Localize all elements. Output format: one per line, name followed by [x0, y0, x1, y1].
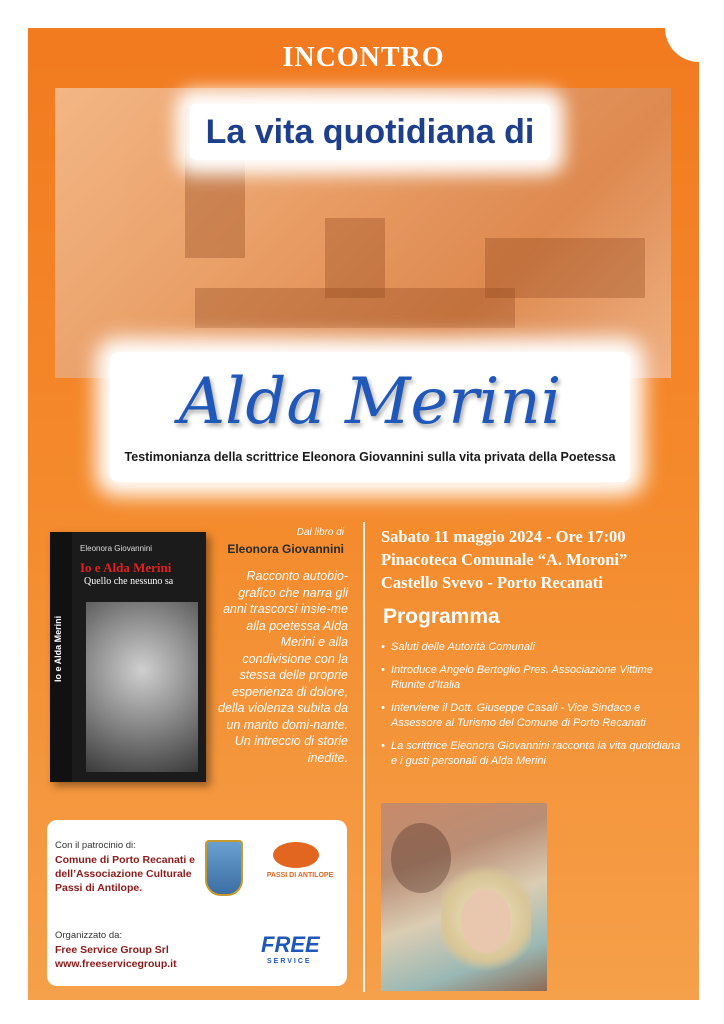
column-divider: [363, 522, 365, 992]
event-venue: Pinacoteca Comunale “A. Moroni”: [381, 550, 628, 569]
program-item: • Interviene il Dott. Giuseppe Casali - Vice Sindaco e Assessore al Turismo del Comune di Porto Recanati: [381, 701, 681, 731]
organized-label: Organizzato da:: [55, 930, 123, 941]
from-book-label: Dal libro di: [296, 527, 344, 538]
patronage-line-2: dell’Associazione Culturale: [55, 868, 192, 880]
organizer-url[interactable]: www.freeservicegroup.it: [55, 958, 177, 970]
event-info: [381, 525, 691, 594]
antilope-logo-text: PASSI DI ANTILOPE: [266, 872, 334, 879]
event-place: Castello Svevo - Porto Recanati: [381, 573, 603, 592]
patronage-label: Con il patrocinio di:: [55, 840, 136, 851]
book-spine-text: Io e Alda Merini: [53, 615, 63, 682]
book-author: Eleonora Giovannini: [80, 544, 153, 553]
kicker-text: INCONTRO: [282, 42, 445, 73]
antilope-logo-icon: [273, 842, 319, 868]
patronage-line-3: Passi di Antilope.: [55, 882, 143, 894]
portrait-face: [461, 889, 511, 953]
header-band: [28, 28, 699, 88]
patronage-line-1: Comune di Porto Recanati e: [55, 854, 196, 866]
title-box: [190, 104, 550, 160]
artwork-portrait: [381, 803, 547, 991]
free-service-logo-sub: SERVICE: [267, 958, 312, 965]
poet-name: Alda Merini: [178, 365, 562, 439]
free-service-logo: FREE: [261, 932, 320, 957]
book-subtitle: Quello che nessuno sa: [84, 576, 174, 587]
book-description: Racconto autobio-grafico che narra gli anni trascorsi insie-me alla poetessa Alda Merini e alla condivisione con la stessa delle proprie esperienza di dolore, della violenza subita da un marito domi-nante. Un intreccio di storie inedite.: [218, 569, 348, 765]
program-item: • La scrittrice Eleonora Giovannini racconta la vita quotidiana e i gusti personali di Alda Merini: [381, 739, 681, 769]
organizer-name: Free Service Group Srl: [55, 944, 169, 956]
program-item: • Saluti delle Autorità Comunali: [381, 640, 681, 655]
sponsor-box: [47, 820, 347, 986]
program-item: • Introduce Angelo Bertoglio Pres. Associazione Vittime Riunite d’Italia: [381, 663, 681, 693]
program-list: [381, 640, 681, 777]
book-cover-photo: [86, 602, 198, 772]
porto-recanati-crest-icon: [205, 840, 243, 896]
program-title: Programma: [383, 605, 500, 628]
name-box: [110, 352, 630, 482]
subtitle: Testimonianza della scrittrice Eleonora Giovannini sulla vita privata della Poetessa: [124, 450, 616, 464]
from-book-author: Eleonora Giovannini: [227, 542, 344, 556]
title-line: La vita quotidiana di: [205, 113, 535, 151]
event-date-time: Sabato 11 maggio 2024 - Ore 17:00: [381, 527, 626, 546]
book-title: Io e Alda Merini: [80, 560, 172, 575]
book-cover: [50, 532, 206, 782]
